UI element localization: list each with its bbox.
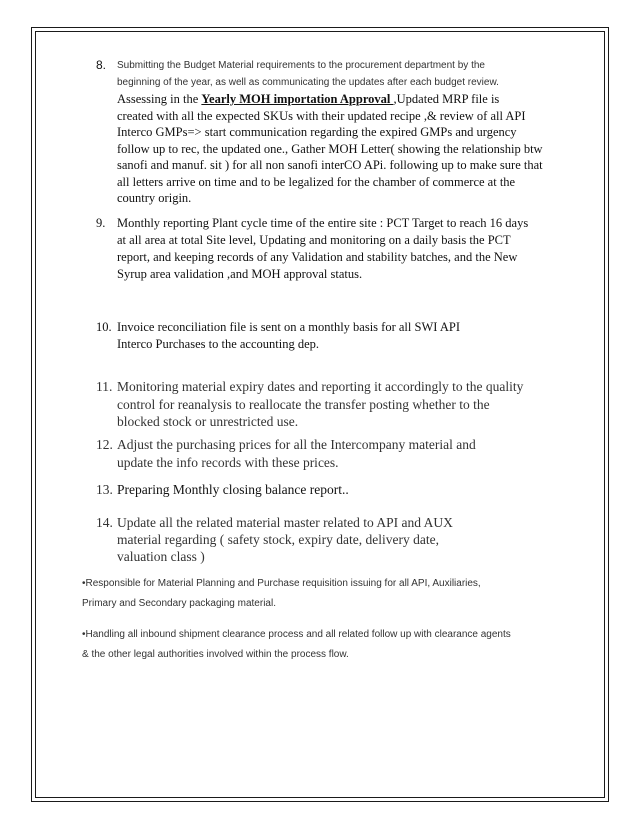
- item-text-line: report, and keeping records of any Validation and stability batches, and the New: [117, 250, 518, 264]
- item-text-line: Preparing Monthly closing balance report..: [117, 482, 349, 497]
- item-number: 14.: [96, 515, 113, 530]
- item-text-line: Adjust the purchasing prices for all the Intercompany material and: [117, 437, 476, 452]
- item-lead-line: [117, 91, 607, 108]
- bullet-paragraph: [82, 625, 602, 665]
- item-text-line: Interco GMPs=> start communication regarding the expired GMPs and urgency: [117, 125, 517, 139]
- bullet-text-line: & the other legal authorities involved within the process flow.: [82, 649, 349, 660]
- item-text-line: follow up to rec, the updated one., Gather MOH Letter( showing the relationship btw: [117, 141, 543, 156]
- item-number: 10.: [96, 320, 112, 334]
- item-number: 8.: [96, 58, 107, 72]
- item-number: 12.: [96, 437, 113, 452]
- item-text-line: update the info records with these prices.: [117, 454, 339, 470]
- item-text-line: Syrup area validation ,and MOH approval status.: [117, 267, 363, 281]
- item-text-line: at all area at total Site level, Updating and monitoring on a daily basis the PCT: [117, 233, 511, 247]
- item-text-line: Invoice reconciliation file is sent on a monthly basis for all SWI API: [117, 320, 460, 334]
- bullet-text-line: Primary and Secondary packaging material.: [82, 598, 276, 609]
- item-number: 11.: [96, 379, 113, 394]
- item-text-line: sanofi and manuf. sit ) for all non sanofi interCO APi. following up to make sure that: [117, 158, 543, 172]
- bullet-paragraph: [82, 574, 602, 614]
- item-text-line: Monitoring material expiry dates and reporting it accordingly to the quality: [117, 379, 524, 394]
- item-text-line: material regarding ( safety stock, expiry date, delivery date,: [117, 532, 439, 547]
- lead-text: Assessing in the: [117, 92, 202, 106]
- item-text-line: blocked stock or unrestricted use.: [117, 414, 299, 429]
- item-text-line: Update all the related material master related to API and AUX: [117, 515, 453, 530]
- item-text-line: beginning of the year, as well as communicating the updates after each budget review.: [117, 77, 499, 88]
- item-text-line: all letters arrive on time and to be legalized for the chamber of commerce at the: [117, 174, 516, 189]
- item-number: 9.: [96, 216, 106, 230]
- item-text-line: created with all the expected SKUs with their updated recipe ,& review of all API: [117, 108, 526, 123]
- lead-text: ,Updated MRP file is: [393, 92, 500, 106]
- item-text-line: Interco Purchases to the accounting dep.: [117, 337, 320, 351]
- bullet-text-line: •Handling all inbound shipment clearance process and all related follow up with clearance agents: [82, 629, 511, 640]
- item-text-line: Submitting the Budget Material requirements to the procurement department by the: [117, 60, 485, 71]
- highlight-text: Yearly MOH importation Approval: [201, 92, 394, 106]
- item-text-line: valuation class ): [117, 549, 205, 564]
- item-text-line: Monthly reporting Plant cycle time of the entire site : PCT Target to reach 16 days: [117, 216, 529, 230]
- item-text-line: control for reanalysis to reallocate the transfer posting whether to the: [117, 396, 490, 412]
- bullet-text-line: •Responsible for Material Planning and Purchase requisition issuing for all API, Auxiliaries,: [82, 578, 481, 589]
- item-number: 13.: [96, 482, 113, 497]
- item-text-line: country origin.: [117, 191, 192, 205]
